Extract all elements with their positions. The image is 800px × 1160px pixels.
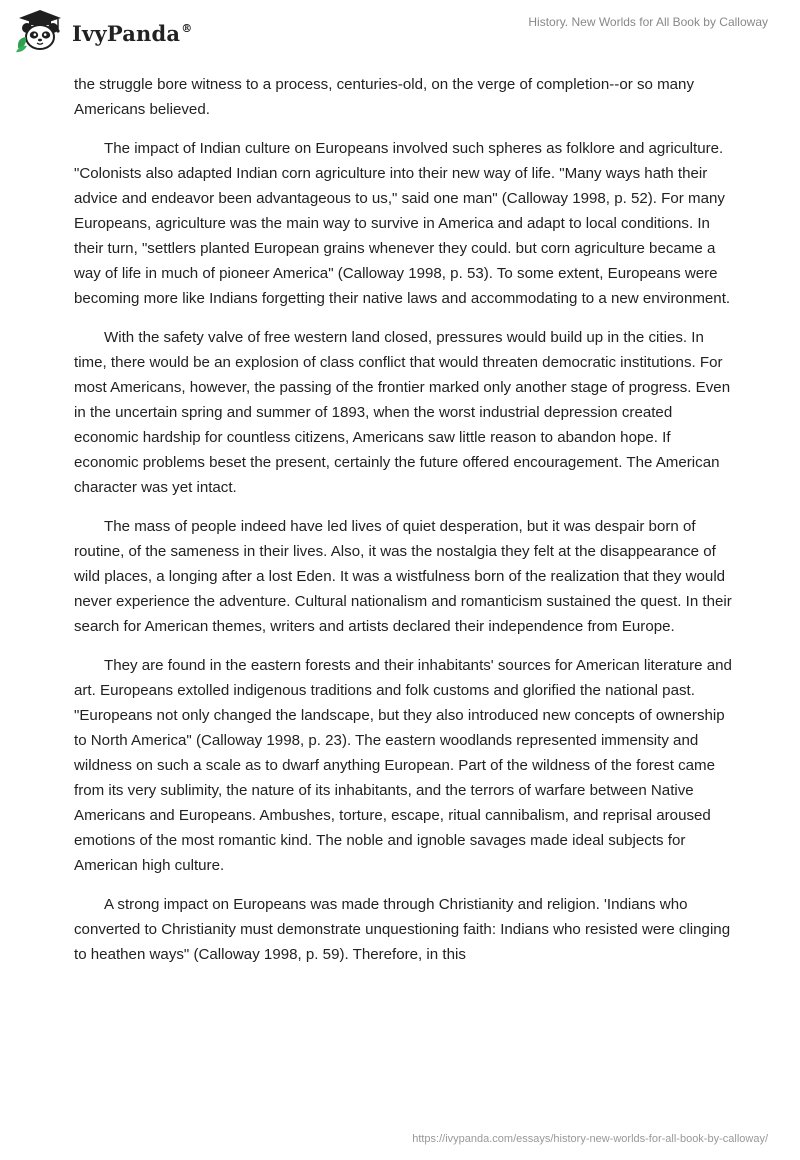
paragraph-3: With the safety valve of free western land closed, pressures would build up in the cities. In time, there would be an explosion of class conflict that would threaten democratic institutions. For most Americans, however, the passing of the frontier marked only another stage of progress. Even in the uncertain spring and summer of 1893, when the worst industrial depression created economic hardship for countless citizens, Americans saw little reason to abandon hope. If economic problems beset the present, certainly the future offered encouragement. The American character was yet intact. xyxy=(74,329,731,496)
paragraph-6: A strong impact on Europeans was made through Christianity and religion. 'Indians who converted to Christianity must demonstrate unquestioning faith: Indians who resisted were clinging to heathen ways" (Calloway 1998, p. 59). Therefore, in this xyxy=(74,896,731,963)
ivypanda-logo[interactable] xyxy=(14,8,192,54)
page-header xyxy=(0,0,800,64)
paragraph-4: The mass of people indeed have led lives of quiet desperation, but it was despair born of routine, of the sameness in their lives. Also, it was the nostalgia they felt at the disappearance of wild places, a longing after a lost Eden. It was a wistfulness born of the realization that they would never experience the adventure. Cultural nationalism and romanticism sustained the quest. In their search for American themes, writers and artists declared their independence from Europe. xyxy=(74,518,732,635)
registered-mark: ® xyxy=(181,21,193,35)
panda-graduate-icon xyxy=(14,8,66,54)
source-url[interactable]: https://ivypanda.com/essays/history-new-worlds-for-all-book-by-calloway/ xyxy=(412,1133,768,1145)
paragraph-1: the struggle bore witness to a process, centuries-old, on the verge of completion--or so many Americans believed. xyxy=(74,76,694,118)
logo-text xyxy=(72,21,192,46)
essay-body xyxy=(74,72,734,981)
paragraph-2: The impact of Indian culture on Europeans involved such spheres as folklore and agriculture. "Colonists also adapted Indian corn agriculture into their new way of life. "Many ways hath their advice and endeavor been advantageous to us," said one man" (Calloway 1998, p. 52). For many Europeans, agriculture was the main way to survive in America and adapt to local conditions. In their turn, "settlers planted European grains whenever they could. but corn agriculture became a way of life in much of pioneer America" (Calloway 1998, p. 53). To some extent, Europeans were becoming more like Indians forgetting their native laws and accommodating to a new environment. xyxy=(74,140,731,307)
document-title: History. New Worlds for All Book by Calloway xyxy=(528,15,768,29)
logo-wordmark: IvyPanda xyxy=(72,20,181,46)
paragraph-5: They are found in the eastern forests and their inhabitants' sources for American literature and art. Europeans extolled indigenous traditions and folk customs and glorified the national past. "Europeans not only changed the landscape, but they also introduced new concepts of ownership to North America" (Calloway 1998, p. 23). The eastern woodlands represented immensity and wildness on such a scale as to dwarf anything European. Part of the wildness of the forest came from its very sublimity, the nature of its inhabitants, and the terrors of warfare between Native Americans and Europeans. Ambushes, torture, escape, ritual cannibalism, and reprisal aroused emotions of the most romantic kind. The noble and ignoble savages made ideal subjects for American high culture. xyxy=(74,657,732,874)
